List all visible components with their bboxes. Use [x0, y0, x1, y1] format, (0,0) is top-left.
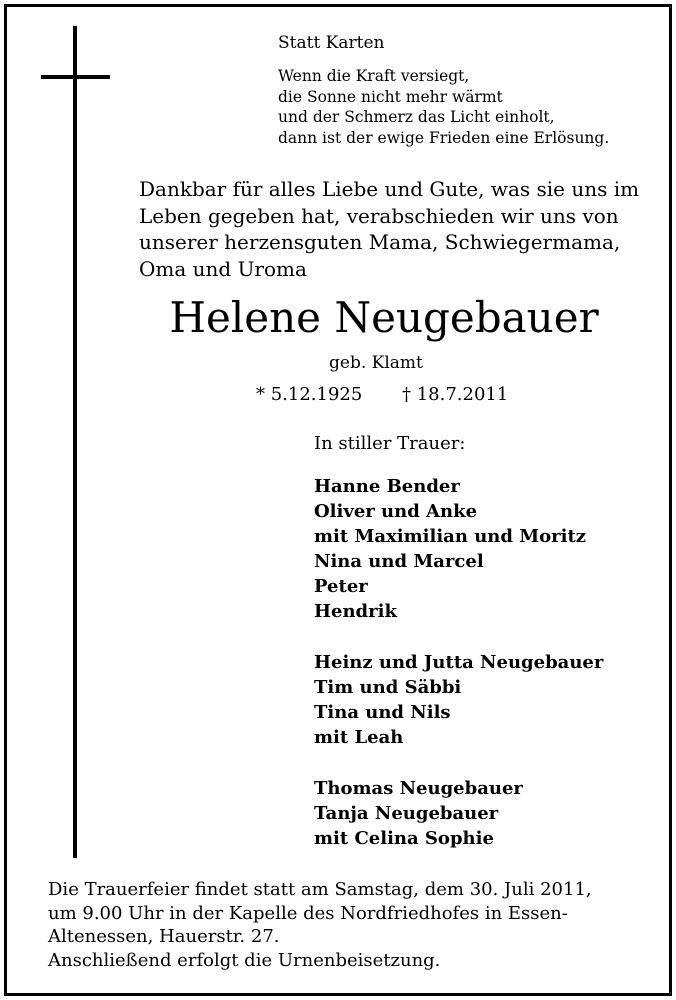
poem-line: Wenn die Kraft versiegt,: [278, 67, 470, 85]
mourner-group: [314, 650, 603, 750]
birth-date: * 5.12.1925: [256, 384, 363, 405]
mourner-name: Peter: [314, 576, 368, 597]
intro-line: unserer herzensguten Mama, Schwiegermama,: [139, 230, 621, 254]
poem-line: dann ist der ewige Frieden eine Erlösung.: [278, 128, 610, 147]
intro-line: Dankbar für alles Liebe und Gute, was sie uns im: [139, 177, 640, 201]
mourner-group: [314, 474, 586, 624]
mourner-name: Thomas Neugebauer: [314, 778, 523, 799]
poem-line: die Sonne nicht mehr wärmt: [278, 87, 503, 106]
mourner-group: [314, 776, 523, 851]
intro-line: Oma und Uroma: [139, 256, 307, 281]
intro-line: Leben gegeben hat, verabschieden wir uns von: [139, 203, 619, 228]
funeral-line: Altenessen, Hauerstr. 27.: [48, 926, 280, 947]
cross-horizontal-bar: [41, 75, 110, 79]
death-date: † 18.7.2011: [402, 384, 509, 405]
deceased-name: Helene Neugebauer: [169, 293, 599, 342]
mourner-name: Tina und Nils: [314, 702, 451, 723]
mourner-name: Tim und Säbbi: [314, 677, 462, 698]
cross-vertical-bar: [73, 26, 77, 858]
mourner-name: mit Celina Sophie: [314, 828, 494, 849]
funeral-line: um 9.00 Uhr in der Kapelle des Nordfriedhofes in Essen-: [48, 902, 568, 924]
poem-line: und der Schmerz das Licht einholt,: [278, 108, 555, 126]
mourners-label: In stiller Trauer:: [314, 433, 466, 454]
poem: [278, 66, 609, 148]
mourner-name: Heinz und Jutta Neugebauer: [314, 652, 604, 673]
mourner-name: mit Maximilian und Moritz: [314, 526, 587, 547]
mourner-name: Nina und Marcel: [314, 551, 484, 572]
mourner-name: Tanja Neugebauer: [314, 803, 499, 824]
intro-text: [139, 176, 639, 282]
funeral-details: [48, 878, 592, 972]
mourner-name: Hanne Bender: [314, 476, 460, 497]
born-name: geb. Klamt: [329, 353, 423, 373]
statt-karten: Statt Karten: [278, 33, 385, 53]
funeral-line: Anschließend erfolgt die Urnenbeisetzung.: [48, 949, 441, 971]
mourner-name: Oliver und Anke: [314, 501, 478, 522]
mourner-name: Hendrik: [314, 601, 397, 622]
funeral-line: Die Trauerfeier findet statt am Samstag, dem 30. Juli 2011,: [48, 879, 592, 900]
mourner-name: mit Leah: [314, 727, 404, 748]
